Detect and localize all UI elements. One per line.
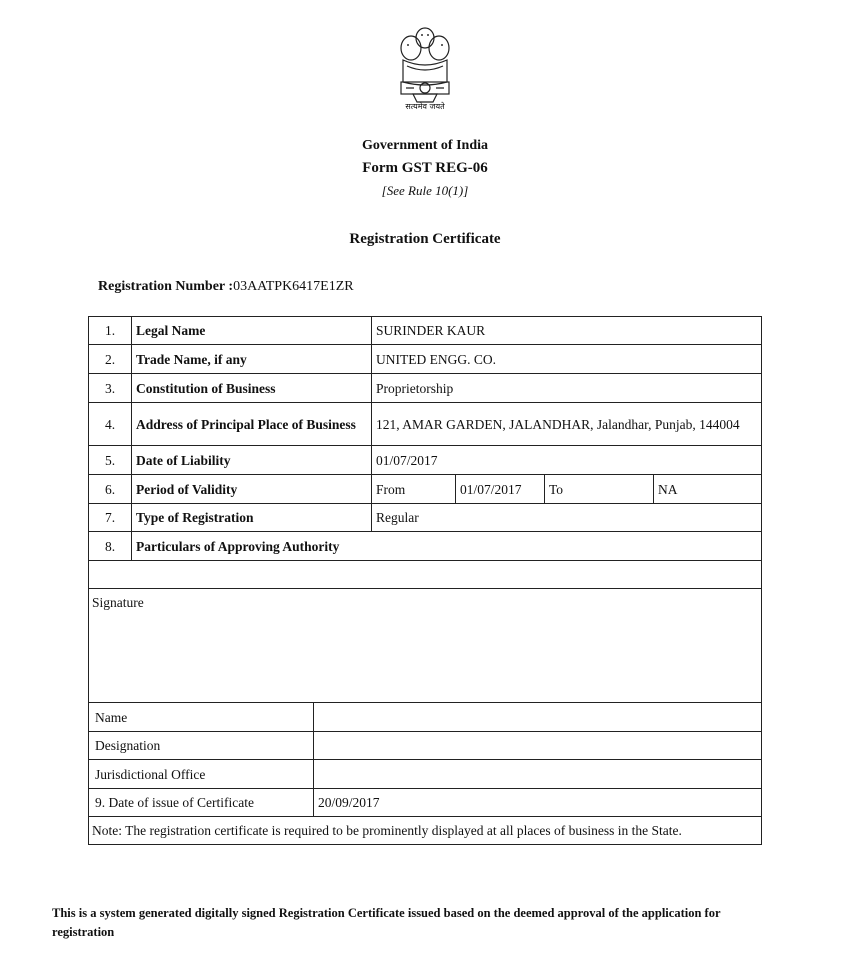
blank-cell [89,561,762,589]
row-number: 4. [89,403,132,446]
row-number: 3. [89,374,132,403]
name-label: Name [89,703,314,732]
trade-name-value: UNITED ENGG. CO. [372,345,762,374]
table-row [89,317,762,345]
government-heading: Government of India [362,138,488,153]
name-value [314,703,762,732]
table-row [89,789,762,817]
constitution-value: Proprietorship [372,374,762,403]
table-row [89,374,762,403]
row-label: Legal Name [132,317,372,345]
registration-number-value: 03AATPK6417E1ZR [233,279,354,294]
row-number: 1. [89,317,132,345]
table-row [89,732,762,760]
row-number: 5. [89,446,132,475]
issue-date-label: 9. Date of issue of Certificate [89,789,314,817]
table-row [89,760,762,789]
note-row [89,817,762,845]
registration-type-value: Regular [372,504,762,532]
table-row [89,475,762,504]
designation-value [314,732,762,760]
row-number: 6. [89,475,132,504]
display-note: Note: The registration certificate is required to be prominently displayed at all places of business in the State. [89,817,762,845]
row-label: Constitution of Business [132,374,372,403]
validity-to-value: NA [654,475,762,504]
validity-to-label: To [545,475,654,504]
signature-row [89,589,762,703]
table-row [89,532,762,561]
form-heading: Form GST REG-06 [362,160,488,176]
table-row [89,403,762,446]
row-label: Type of Registration [132,504,372,532]
registration-number [98,279,354,295]
table-row [89,703,762,732]
approving-authority-table [88,588,762,845]
office-value [314,760,762,789]
row-number: 8. [89,532,132,561]
table-row [89,345,762,374]
empty-row [89,561,762,589]
office-label: Jurisdictional Office [89,760,314,789]
certificate-title: Registration Certificate [349,231,501,247]
row-label: Date of Liability [132,446,372,475]
row-label: Particulars of Approving Authority [132,532,762,561]
registration-details-table [88,316,762,589]
rule-reference: [See Rule 10(1)] [381,183,469,198]
row-label: Address of Principal Place of Business [132,403,372,446]
row-number: 7. [89,504,132,532]
validity-from-label: From [372,475,456,504]
table-row [89,504,762,532]
issue-date-value: 20/09/2017 [314,789,762,817]
registration-number-label: Registration Number : [98,279,234,294]
address-value: 121, AMAR GARDEN, JALANDHAR, Jalandhar, Punjab, 144004 [372,403,762,446]
signature-label: Signature [89,589,762,703]
designation-label: Designation [89,732,314,760]
table-row [89,446,762,475]
row-label: Trade Name, if any [132,345,372,374]
emblem-motto: सत्यमेव जयते [405,102,445,111]
validity-from-value: 01/07/2017 [456,475,545,504]
row-number: 2. [89,345,132,374]
row-label: Period of Validity [132,475,372,504]
system-generated-note: This is a system generated digitally signed Registration Certificate issued based on the deemed approval of the application for registration [52,906,721,939]
liability-date-value: 01/07/2017 [372,446,762,475]
legal-name-value: SURINDER KAUR [372,317,762,345]
